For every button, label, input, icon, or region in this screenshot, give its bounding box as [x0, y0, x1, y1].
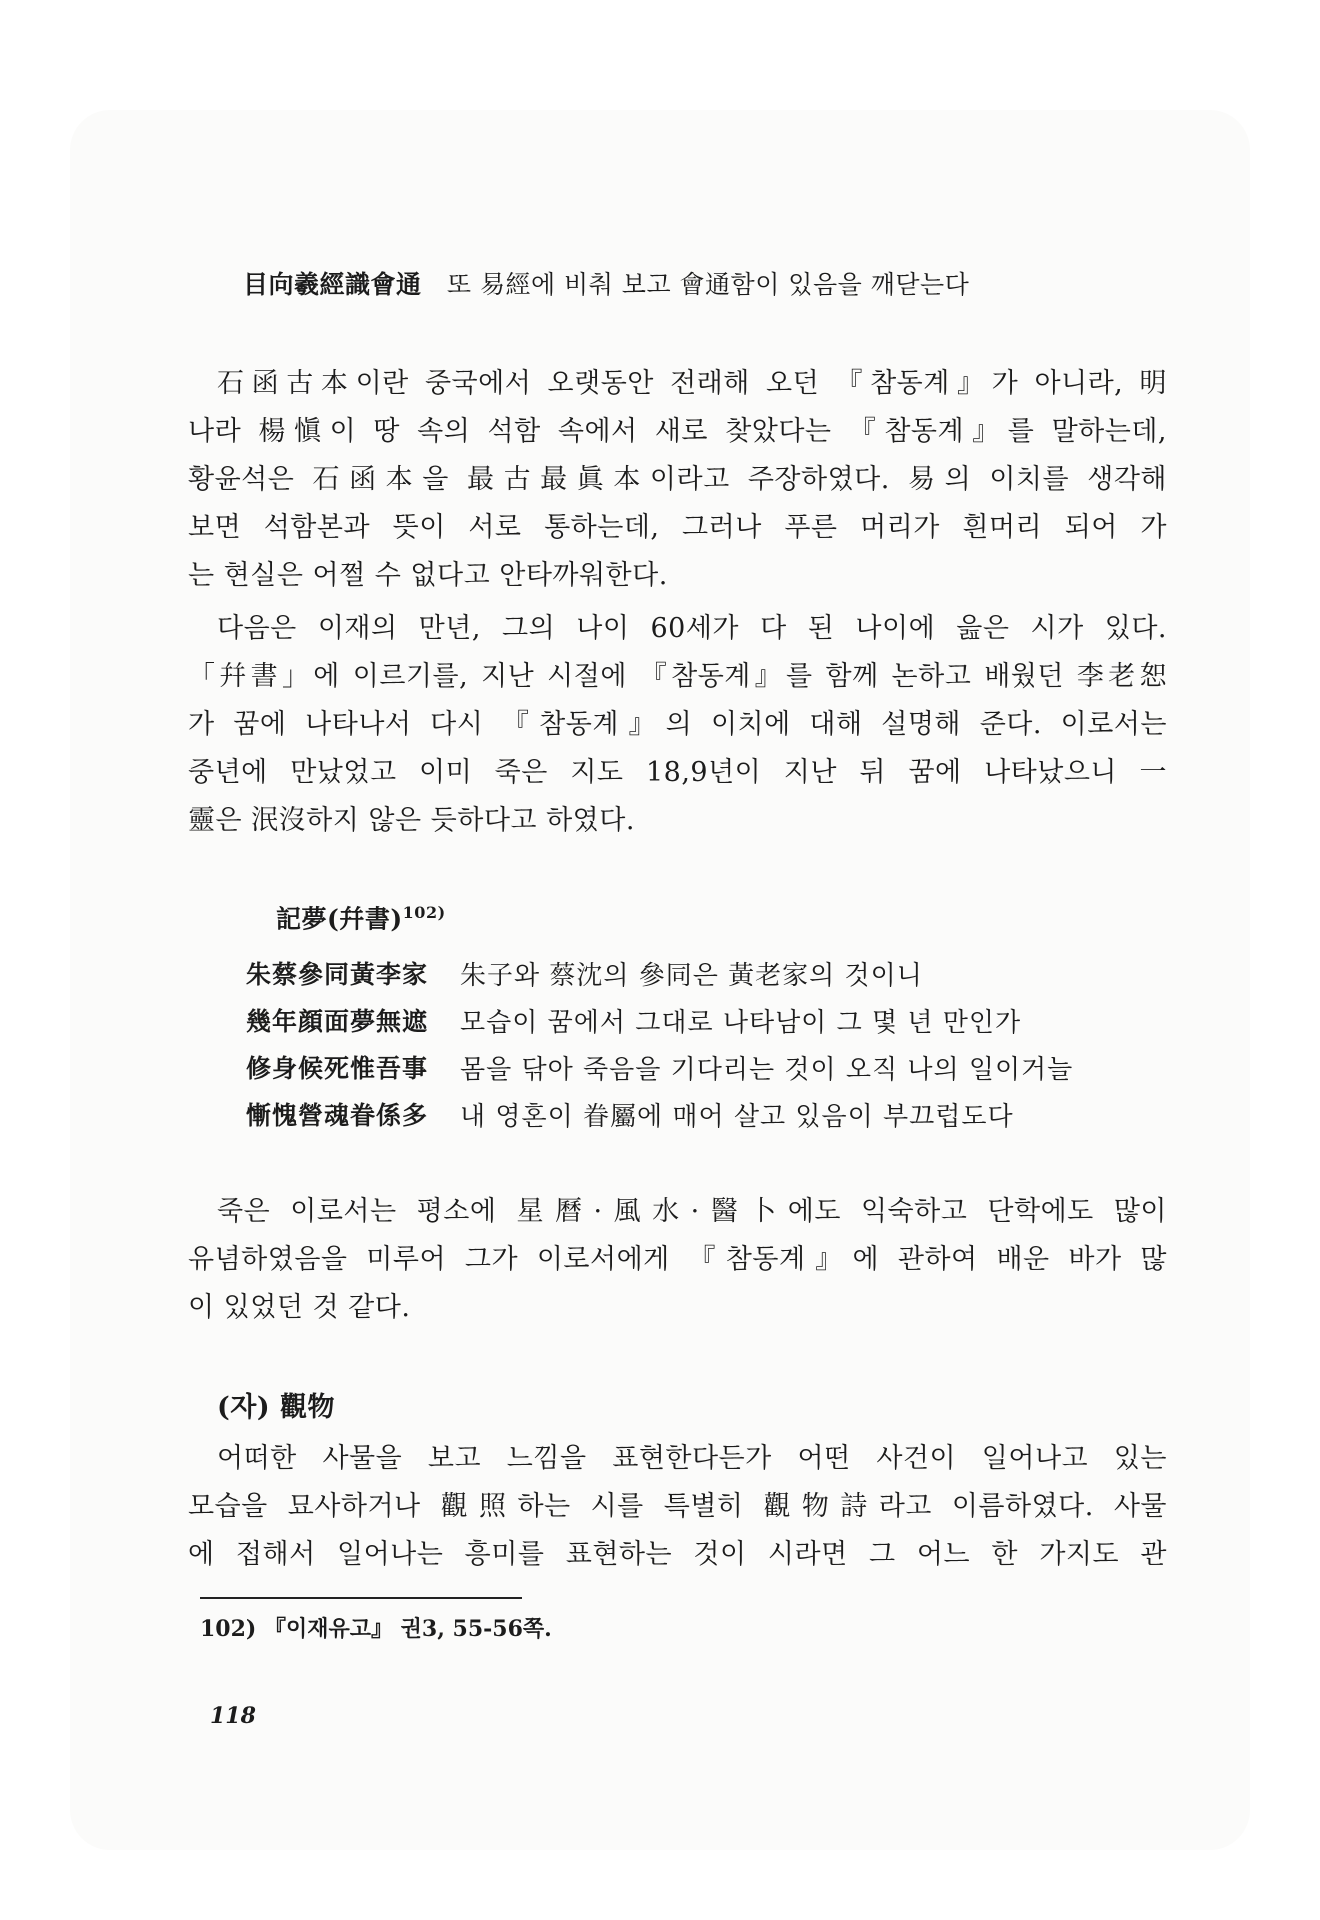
text-line: 다음은 이재의 만년, 그의 나이 60세가 다 된 나이에 읊은 시가 있다. — [217, 613, 1167, 644]
text-line: 죽은 이로서는 평소에 星曆·風水·醫卜에도 익숙하고 단학에도 많이 — [217, 1196, 1167, 1227]
text-line: 에 접해서 일어나는 흥미를 표현하는 것이 시라면 그 어느 한 가지도 관 — [188, 1539, 1167, 1570]
footnote-ref: 102) — [402, 903, 446, 922]
text-line: 모습을 묘사하거나 觀照하는 시를 특별히 觀物詩라고 이름하였다. 사물 — [188, 1491, 1167, 1522]
text-line: 보면 석함본과 뜻이 서로 통하는데, 그러나 푸른 머리가 흰머리 되어 가 — [188, 512, 1167, 543]
top-line — [243, 272, 969, 297]
poem-line-hanja: 修身候死惟吾事 — [246, 1054, 429, 1083]
poem-title — [276, 903, 446, 934]
top-line-gloss: 또 易經에 비춰 보고 會通함이 있음을 깨닫는다 — [446, 270, 970, 299]
text-line: 가 꿈에 나타나서 다시 『참동계』의 이치에 대해 설명해 준다. 이로서는 — [188, 709, 1167, 740]
poem-line-gloss: 朱子와 蔡沈의 參同은 黃老家의 것이니 — [460, 961, 923, 991]
top-line-hanja: 目向羲經識會通 — [243, 270, 422, 299]
poem-line-hanja: 朱蔡參同黃李家 — [246, 960, 429, 989]
text-line: 황윤석은 石函本을 最古最眞本이라고 주장하였다. 易의 이치를 생각해 — [188, 464, 1167, 495]
text-line: 이 있었던 것 같다. — [188, 1292, 411, 1323]
text-line: 중년에 만났었고 이미 죽은 지도 18,9년이 지난 뒤 꿈에 나타났으니 一 — [188, 757, 1167, 788]
poem-line-hanja: 幾年顔面夢無遮 — [246, 1007, 429, 1036]
footnote-rule — [200, 1597, 522, 1599]
poem-line-gloss: 내 영혼이 眷屬에 매어 살고 있음이 부끄럽도다 — [460, 1102, 1014, 1132]
text-line: 는 현실은 어쩔 수 없다고 안타까워한다. — [188, 560, 668, 591]
poem-line-gloss: 몸을 닦아 죽음을 기다리는 것이 오직 나의 일이거늘 — [460, 1055, 1074, 1085]
text-line: 유념하였음을 미루어 그가 이로서에게 『참동계』에 관하여 배운 바가 많 — [188, 1244, 1167, 1275]
section-heading: (자) 觀物 — [217, 1392, 336, 1423]
footnote: 102) 『이재유고』 권3, 55-56쪽. — [200, 1616, 552, 1642]
poem-line-gloss: 모습이 꿈에서 그대로 나타남이 그 몇 년 만인가 — [460, 1008, 1022, 1038]
text-line: 石函古本이란 중국에서 오랫동안 전래해 오던 『참동계』가 아니라, 明 — [217, 368, 1167, 399]
poem-line-hanja: 慚愧營魂眷係多 — [246, 1101, 429, 1130]
text-line: 나라 楊愼이 땅 속의 석함 속에서 새로 찾았다는 『참동계』를 말하는데, — [188, 416, 1167, 447]
poem-title-text: 記夢(幷書) — [276, 904, 403, 934]
page-number: 118 — [210, 1703, 256, 1729]
text-line: 어떠한 사물을 보고 느낌을 표현한다든가 어떤 사건이 일어나고 있는 — [217, 1443, 1167, 1474]
text-line: 「幷書」에 이르기를, 지난 시절에 『참동계』를 함께 논하고 배웠던 李老恕 — [188, 661, 1167, 692]
text-line: 靈은 泯沒하지 않은 듯하다고 하였다. — [188, 805, 635, 836]
